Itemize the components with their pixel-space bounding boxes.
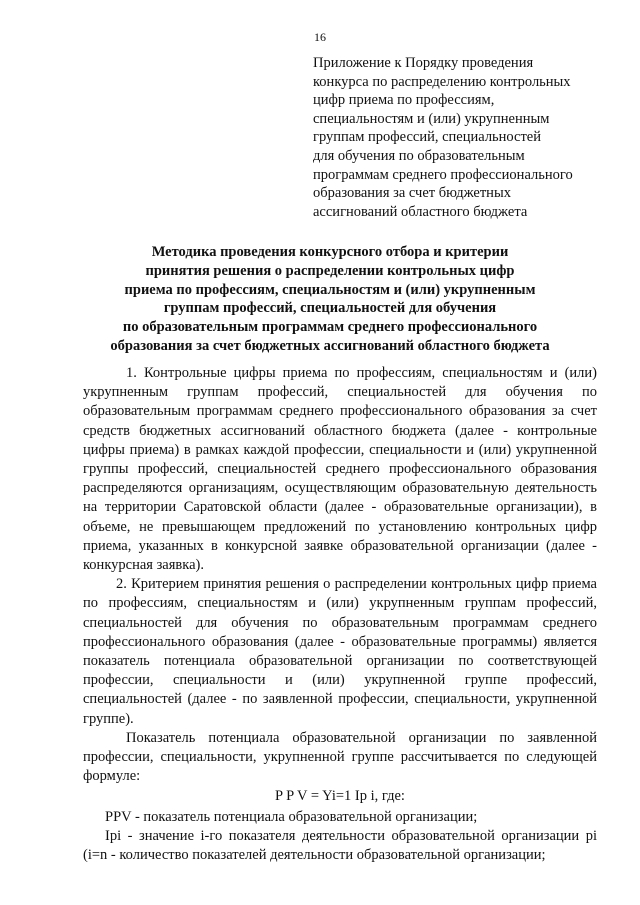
title-line: по образовательным программам среднего профессионального	[122, 319, 538, 336]
definition-ppv: PPV - показатель потенциала образовательной организации;	[105, 808, 478, 825]
paragraph-1: 1. Контрольные цифры приема по профессиям, специальностям и (или) укрупненным группам профессий, специальностей для обучения по образовательным программам среднего профессионального образования за счет средств бюджетных ассигнований областного бюджета (далее - контрольные цифры приема) в рамках каждой профессии, специальности и (или) укрупненной группы профессий, специальностей среднего профессионального образования распределяются организациям, осуществляющим образовательную деятельность на территории Саратовской области (далее - образовательные организации), в объеме, не превышающем предложений по установлению контрольных цифр приема, указанных в конкурсной заявке образовательной организации (далее - конкурсная заявка).	[83, 365, 597, 574]
appendix-line: группам профессий, специальностей	[313, 129, 542, 146]
appendix-line: конкурса по распределению контрольных	[313, 73, 571, 90]
title-line: образования за счет бюджетных ассигнований областного бюджета	[110, 337, 550, 354]
appendix-line: для обучения по образовательным	[313, 147, 525, 164]
paragraph-2: 2. Критерием принятия решения о распределении контрольных цифр приема по профессиям, специальностям и (или) укрупненным группам профессий, специальностей для обучения по образовательным программам среднего профессионального образования (далее - образовательные программы) является показатель потенциала образовательной организации по соответствующей профессии, специальности и (или) укрупненной группе профессий, специальностей (далее - по заявленной профессии, специальности, укрупненной группе).	[83, 576, 597, 727]
title-line: группам профессий, специальностей для обучения	[163, 300, 497, 317]
document-body	[83, 364, 597, 865]
title-line: приема по профессиям, специальностям и (или) укрупненным	[124, 281, 536, 298]
paragraph-3: Показатель потенциала образовательной организации по заявленной профессии, специальности, укрупненной группе рассчитывается по следующей формуле:	[83, 729, 597, 785]
formula: P P V = Yi=1 Ip i, где:	[275, 788, 405, 805]
document-title	[70, 243, 590, 356]
title-line: Методика проведения конкурсного отбора и критерии	[151, 244, 509, 260]
appendix-line: ассигнований областного бюджета	[313, 203, 528, 220]
appendix-line: специальностям и (или) укрупненным	[313, 110, 550, 127]
appendix-line: образования за счет бюджетных	[313, 185, 511, 202]
appendix-line: цифр приема по профессиям,	[313, 92, 495, 109]
appendix-line: программам среднего профессионального	[313, 166, 573, 183]
appendix-heading	[313, 54, 613, 221]
appendix-line: Приложение к Порядку проведения	[313, 55, 534, 71]
page-number: 16	[314, 30, 326, 44]
title-line: принятия решения о распределении контрольных цифр	[145, 262, 515, 279]
definition-ipi: Ipi - значение i-го показателя деятельности образовательной организации pi (i=n - количество показателей деятельности образовательной организации;	[83, 827, 597, 864]
